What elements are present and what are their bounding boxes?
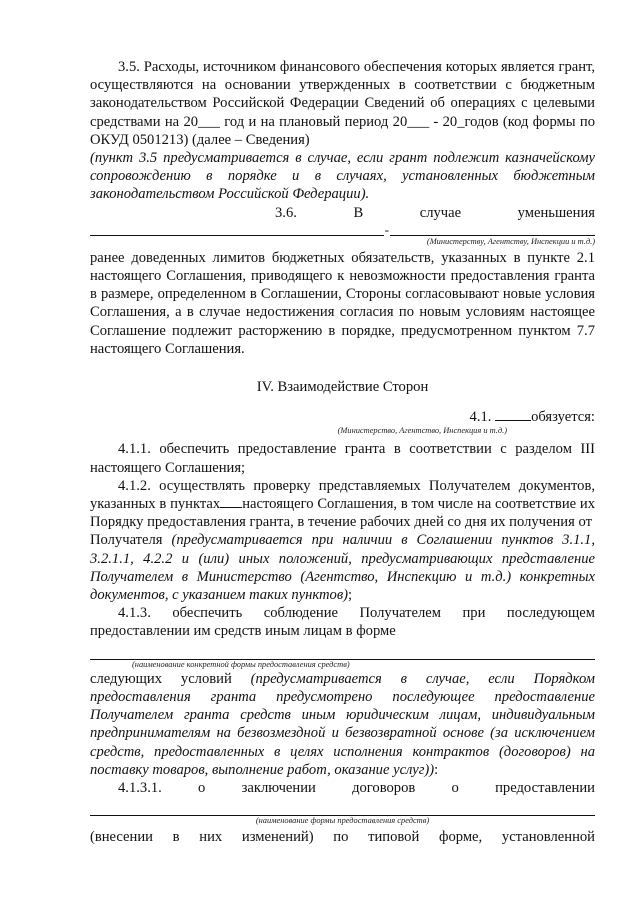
caption-form-1: (наименование конкретной формы предоставления средств) — [132, 659, 350, 669]
section-title: IV. Взаимодействие Сторон — [256, 379, 429, 396]
blank-field — [495, 409, 531, 421]
paragraph-4-1-3-note: (предусматривается в случае, если Порядком предоставления гранта предусмотрено последующее предоставление Получателем гранта средств иным юридическим лицам, индивидуальным предпринимателям на безвозмездной и безвозвратной основе (за исключением средств, предоставленных в целях исполнения контрактов (договоров) на поставку товаров, выполнение работ, оказание услуг)) — [90, 670, 595, 778]
paragraph-4-1-2-cont — [90, 531, 595, 604]
paragraph-3-6-number: 3.6. — [275, 204, 297, 221]
paragraph-4-1-2 — [90, 477, 595, 532]
blank-form-line-1 — [90, 641, 595, 660]
caption-ministry-nominative: (Министерство, Агентство, Инспекция и т.д.) — [337, 426, 507, 436]
paragraph-4-1-2-b: настоящего Соглашения, в том числе на соответствие их Порядку предоставления гранта, в течение рабочих дней со дня их получения от — [90, 496, 595, 531]
dash: - — [384, 221, 389, 237]
blank-form-line-2 — [90, 797, 595, 816]
paragraph-4-1-3-cont — [90, 670, 595, 779]
paragraph-4-1-number: 4.1. — [469, 409, 492, 426]
paragraph-4-1-2-end: ; — [348, 587, 353, 604]
paragraph-4-1-1: 4.1.1. обеспечить предоставление гранта в соответствии с разделом III настоящего Соглашения; — [90, 441, 595, 476]
paragraph-4-1-3: 4.1.3. обеспечить соблюдение Получателем при последующем предоставлении им средств иным лицам в форме — [90, 605, 595, 640]
paragraph-3-6-body: ранее доведенных лимитов бюджетных обязательств, указанных в пункте 2.1 настоящего Соглашения, приводящего к невозможности предоставления гранта в размере, определенном в Соглашении, Стороны согласовывают новые условия Соглашения, а в случае недостижения согласия по новым условиям настоящее Соглашение подлежит расторжению в порядке, предусмотренном пунктом 7.7 настоящего Соглашения. — [90, 249, 595, 357]
paragraph-3-5-note: (пункт 3.5 предусматривается в случае, если грант подлежит казначейскому сопровождению в порядке и в случаях, установленных бюджетным законодательством Российской Федерации). — [90, 150, 595, 203]
paragraph-4-1 — [90, 408, 595, 426]
paragraph-4-1-3-end: : — [434, 761, 439, 778]
paragraph-4-1-3-1-cont: (внесении в них изменений) по типовой форме, установленной — [90, 829, 595, 846]
paragraph-4-1-2-note: (предусматривается при наличии в Соглашении пунктов 3.1.1, 3.2.1.1, 4.2.2 и (или) иных положений, предусматривающих представление Получателем в Министерство (Агентство, Инспекцию и т.д.) конкретных документов, с указанием таких пунктов) — [90, 532, 595, 604]
paragraph-4-1-2-c: Получателя — [90, 532, 163, 549]
paragraph-4-1-3-1: 4.1.3.1. о заключении договоров о предоставлении — [118, 779, 595, 796]
paragraph-3-6-lead — [90, 204, 595, 222]
paragraph-3-5: 3.5. Расходы, источником финансового обеспечения которых является грант, осуществляются на основании утвержденных в соответствии с бюджетным законодательством Российской Федерации Сведений об операциях с целевыми средствами на 20___ год и на плановый период 20___ - 20_годов (код формы по ОКУД 0501213) (далее – Сведения) — [90, 59, 595, 148]
caption-form-2: (наименование формы предоставления средств) — [255, 816, 430, 826]
paragraph-3-6-lead-text: В случае уменьшения — [353, 204, 595, 221]
caption-ministry-dative: (Министерству, Агентству, Инспекции и т.д.) — [426, 236, 595, 246]
document-page — [90, 58, 595, 846]
paragraph-4-1-text: обязуется: — [531, 409, 595, 426]
blank-field — [220, 496, 242, 508]
paragraph-4-1-3-cont-text: следующих условий — [90, 670, 232, 687]
paragraph-4-1-2-a: 4.1.2. осуществлять проверку представляемых Получателем документов, указанных в пунктах — [90, 477, 595, 513]
blank-ministry-line — [90, 222, 595, 236]
